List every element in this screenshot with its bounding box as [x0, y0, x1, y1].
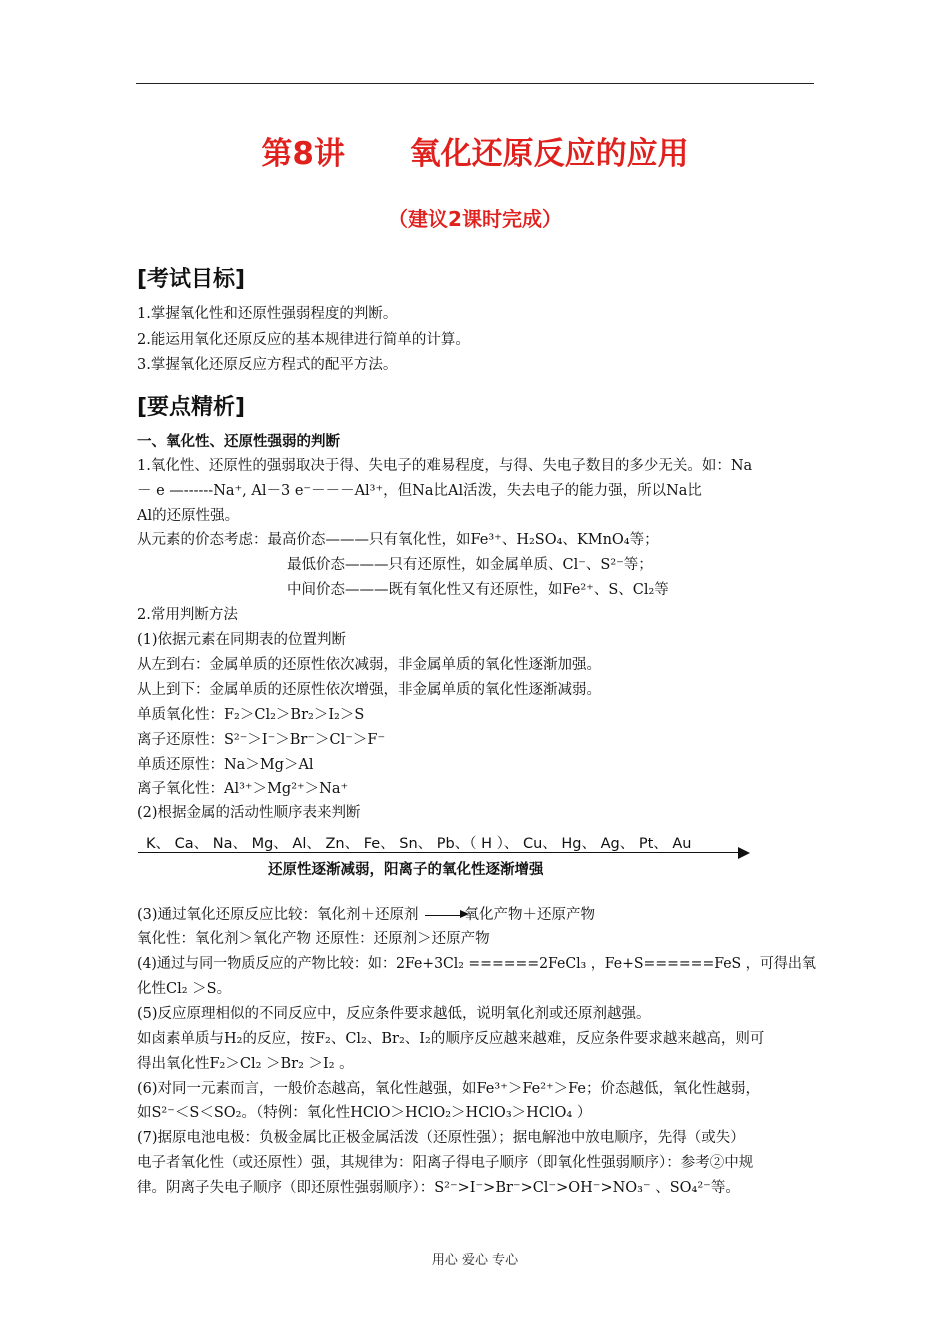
paragraph-line: － e —------Na⁺, Al－3 e⁻－－－Al³⁺，但Na比Al活泼，失去电子的能力强，所以Na比	[137, 483, 702, 499]
paragraph-line: 2.常用判断方法	[137, 607, 238, 623]
paragraph-line: (6)对同一元素而言，一般价态越高，氧化性越强，如Fe³⁺＞Fe²⁺＞Fe；价态越低，氧化性越弱，	[137, 1081, 761, 1097]
header-rule	[136, 83, 814, 84]
paragraph-line: 从左到右：金属单质的还原性依次减弱，非金属单质的氧化性逐渐加强。	[137, 657, 601, 673]
paragraph-line: 从元素的价态考虑：最高价态———只有氧化性，如Fe³⁺、H₂SO₄、KMnO₄等；	[137, 532, 659, 548]
goals-heading: [考试目标]	[137, 267, 246, 292]
paragraph-line: (2)根据金属的活动性顺序表来判断	[137, 805, 361, 821]
paragraph-line: 单质氧化性：F₂＞Cl₂＞Br₂＞I₂＞S	[137, 707, 365, 723]
goal-item: 3.掌握氧化还原反应方程式的配平方法。	[137, 357, 398, 373]
paragraph-line: Al的还原性强。	[137, 508, 240, 524]
paragraph-line: (4)通过与同一物质反应的产物比较：如：2Fe+3Cl₂ ======2FeCl₃ ，Fe+S======FeS ，可得出氧	[137, 956, 816, 972]
paragraph-line	[137, 905, 595, 925]
reaction-right: 氧化产物＋还原产物	[464, 907, 596, 923]
paragraph-line: 离子还原性：S²⁻＞I⁻＞Br⁻＞Cl⁻＞F⁻	[137, 732, 386, 748]
paragraph-line: 如S²⁻＜S＜SO₂。（特例：氧化性HClO＞HClO₂＞HClO₃＞HClO₄ ）	[137, 1105, 592, 1121]
paragraph-line: 最低价态———只有还原性，如金属单质、Cl⁻、S²⁻等；	[287, 557, 653, 573]
paragraph-line: 离子氧化性：Al³⁺＞Mg²⁺＞Na⁺	[137, 781, 349, 797]
paragraph-line: 化性Cl₂ ＞S。	[137, 981, 232, 997]
reaction-left: (3)通过氧化还原反应比较：氧化剂＋还原剂	[137, 907, 419, 923]
paragraph-line: (7)据原电池电极：负极金属比正极金属活泼（还原性强）；据电解池中放电顺序，先得（或失）	[137, 1130, 745, 1146]
key-points-heading: [要点精析]	[137, 395, 246, 420]
paragraph-line: 从上到下：金属单质的还原性依次增强，非金属单质的氧化性逐渐减弱。	[137, 682, 601, 698]
paragraph-line: (1)依据元素在同期表的位置判断	[137, 632, 347, 648]
paragraph-line: 电子者氧化性（或还原性）强，其规律为：阳离子得电子顺序（即氧化性强弱顺序）：参考②中规	[137, 1155, 754, 1171]
section-heading: 一、氧化性、还原性强弱的判断	[137, 434, 340, 450]
paragraph-line: 如卤素单质与H₂的反应，按F₂、Cl₂、Br₂、I₂的顺序反应越来越难，反应条件要求越来越高，则可	[137, 1031, 765, 1047]
activity-series-metals: K、 Ca、 Na、 Mg、 Al、 Zn、 Fe、 Sn、 Pb、（ H ）、 Cu、 Hg、 Ag、 Pt、 Au	[146, 836, 692, 852]
activity-series-arrow	[138, 852, 738, 853]
paragraph-line: 氧化性：氧化剂＞氧化产物 还原性：还原剂＞还原产物	[137, 931, 490, 947]
goal-item: 2.能运用氧化还原反应的基本规律进行简单的计算。	[137, 332, 470, 348]
arrow-right-icon	[738, 847, 750, 859]
activity-series-caption: 还原性逐渐减弱，阳离子的氧化性逐渐增强	[268, 862, 544, 878]
reaction-arrow-icon	[425, 915, 461, 916]
page-title: 第8讲 氧化还原反应的应用	[261, 136, 689, 172]
paragraph-line: 律。阴离子失电子顺序（即还原性强弱顺序）：S²⁻>I⁻>Br⁻>Cl⁻>OH⁻>NO₃⁻ 、SO₄²⁻等。	[137, 1180, 740, 1196]
goal-item: 1.掌握氧化性和还原性强弱程度的判断。	[137, 306, 398, 322]
page-subtitle: （建议2课时完成）	[388, 207, 562, 231]
paragraph-line: 单质还原性：Na＞Mg＞Al	[137, 757, 314, 773]
paragraph-line: 得出氧化性F₂＞Cl₂ ＞Br₂ ＞I₂ 。	[137, 1056, 354, 1072]
paragraph-line: 中间价态———既有氧化性又有还原性，如Fe²⁺、S、Cl₂等	[287, 582, 669, 598]
paragraph-line: (5)反应原理相似的不同反应中，反应条件要求越低，说明氧化剂或还原剂越强。	[137, 1006, 651, 1022]
paragraph-line: 1.氧化性、还原性的强弱取决于得、失电子的难易程度，与得、失电子数目的多少无关。如：Na	[137, 458, 753, 474]
page-footer: 用心 爱心 专心	[431, 1253, 519, 1268]
